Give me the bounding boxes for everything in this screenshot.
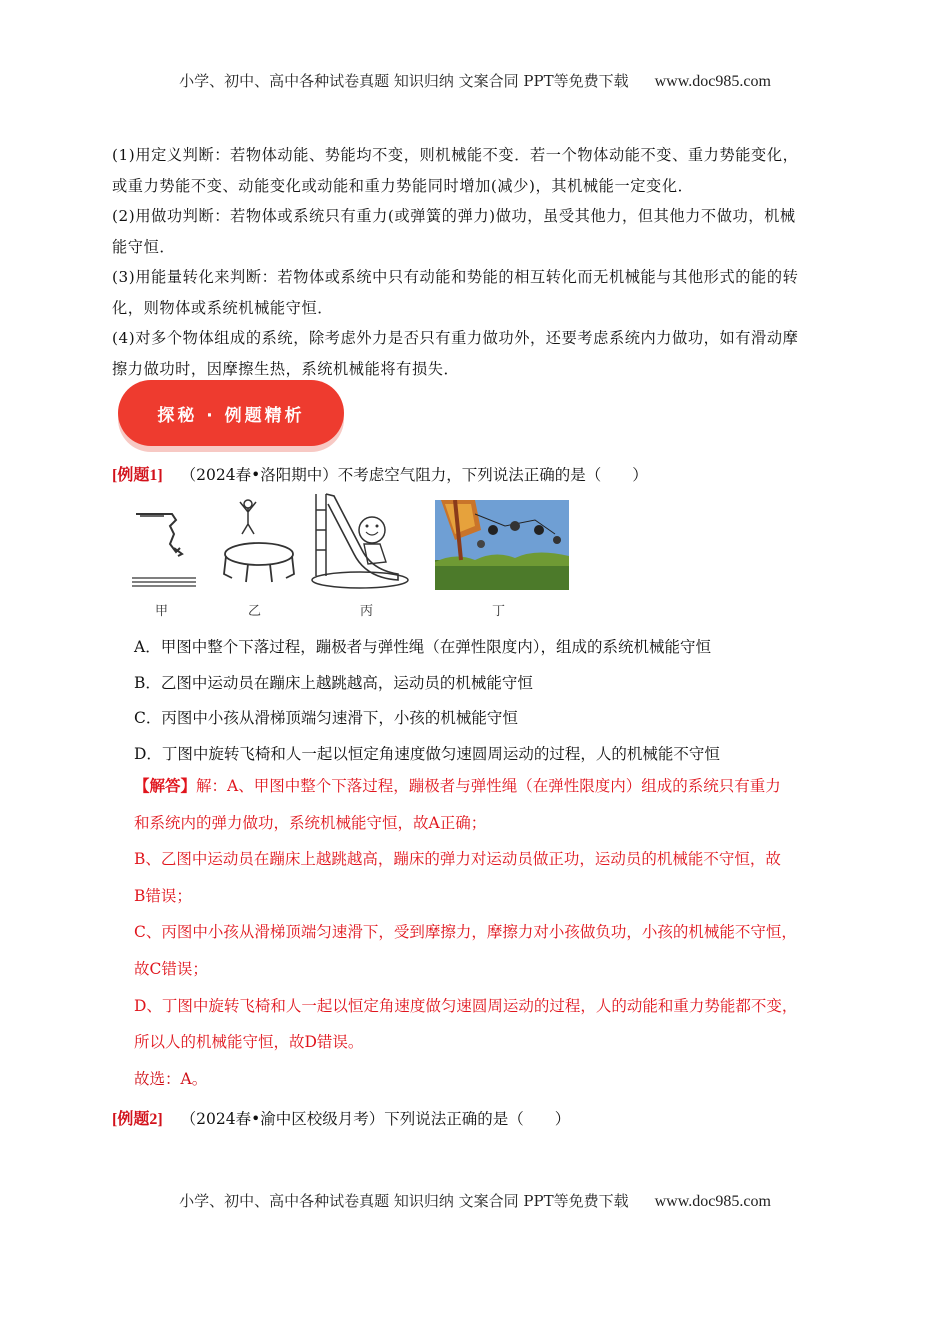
answer-line: 所以人的机械能守恒，故D错误。: [134, 1033, 364, 1052]
figure-label-ding: 丁: [492, 604, 506, 619]
footer-text: 小学、初中、高中各种试卷真题 知识归纳 文案合同 PPT等免费下载: [179, 1192, 629, 1210]
example-2-label: [例题2]: [112, 1111, 163, 1128]
example-2-stem: （2024春•渝中区校级月考）下列说法正确的是（ ）: [180, 1110, 571, 1128]
page-header: [0, 70, 950, 91]
rule-line: 化，则物体或系统机械能守恒．: [112, 298, 334, 317]
section-banner: 探秘 · 例题精析: [118, 380, 344, 446]
option-a[interactable]: A．甲图中整个下落过程，蹦极者与弹性绳（在弹性限度内），组成的系统机械能守恒: [134, 638, 711, 656]
answer-line: [134, 768, 854, 805]
answer-line: B错误；: [134, 886, 192, 905]
rule-line: 擦力做功时，因摩擦生热，系统机械能将有损失．: [112, 359, 460, 378]
rule-line: (3)用能量转化来判断：若物体或系统中只有动能和势能的相互转化而无机械能与其他形式的能的转: [112, 268, 799, 286]
header-text: 小学、初中、高中各种试卷真题 知识归纳 文案合同 PPT等免费下载: [179, 72, 629, 90]
judgement-rules: [112, 140, 842, 384]
rule-line: 能守恒．: [112, 237, 176, 256]
example-1-answer: [134, 768, 854, 1097]
figure-label-yi: 乙: [248, 604, 262, 619]
option-d[interactable]: D．丁图中旋转飞椅和人一起以恒定角速度做匀速圆周运动的过程，人的机械能不守恒: [134, 744, 720, 763]
example-1-stem: （2024春•洛阳期中）不考虑空气阻力，下列说法正确的是（ ）: [180, 466, 648, 484]
bungee-figure: [130, 508, 200, 588]
answer-choice: 故选：A。: [134, 1069, 208, 1088]
header-site-link[interactable]: www.doc985.com: [654, 73, 771, 90]
rule-line: (1)用定义判断：若物体动能、势能均不变，则机械能不变．若一个物体动能不变、重力势能变化，: [112, 146, 799, 164]
swing-ride-photo: [435, 500, 569, 590]
example-2-heading: [112, 1106, 570, 1129]
figure-label-bing: 丙: [360, 604, 374, 619]
example-1-figures: [130, 490, 580, 620]
answer-line: D、丁图中旋转飞椅和人一起以恒定角速度做匀速圆周运动的过程，人的动能和重力势能都不变，: [134, 996, 798, 1015]
rule-line: (4)对多个物体组成的系统，除考虑外力是否只有重力做功外，还要考虑系统内力做功，如有滑动摩: [112, 329, 799, 347]
page-footer: [0, 1190, 950, 1211]
trampoline-figure: [218, 498, 300, 593]
answer-line: 和系统内的弹力做功，系统机械能守恒，故A正确；: [134, 813, 487, 832]
option-c[interactable]: C．丙图中小孩从滑梯顶端匀速滑下，小孩的机械能守恒: [134, 709, 518, 727]
example-1-heading: [112, 462, 648, 485]
answer-tag: 【解答】: [134, 776, 197, 795]
answer-line-text: 解：A、甲图中整个下落过程，蹦极者与弹性绳（在弹性限度内）组成的系统只有重力: [196, 777, 781, 795]
rule-line: (2)用做功判断：若物体或系统只有重力(或弹簧的弹力)做功，虽受其他力，但其他力不做功，机械: [112, 207, 796, 225]
answer-line: 故C错误；: [134, 959, 208, 978]
example-1-label: [例题1]: [112, 467, 163, 484]
rule-line: 或重力势能不变、动能变化或动能和重力势能同时增加(减少)，其机械能一定变化．: [112, 176, 694, 195]
option-b[interactable]: B．乙图中运动员在蹦床上越跳越高，运动员的机械能守恒: [134, 673, 533, 692]
slide-figure: [306, 490, 410, 590]
example-1-options: [134, 630, 854, 772]
figure-label-jia: 甲: [155, 604, 169, 619]
answer-line: B、乙图中运动员在蹦床上越跳越高，蹦床的弹力对运动员做正功，运动员的机械能不守恒，故: [134, 850, 781, 869]
answer-line: C、丙图中小孩从滑梯顶端匀速滑下，受到摩擦力，摩擦力对小孩做负功，小孩的机械能不守恒，: [134, 923, 797, 942]
footer-site-link[interactable]: www.doc985.com: [654, 1193, 771, 1210]
